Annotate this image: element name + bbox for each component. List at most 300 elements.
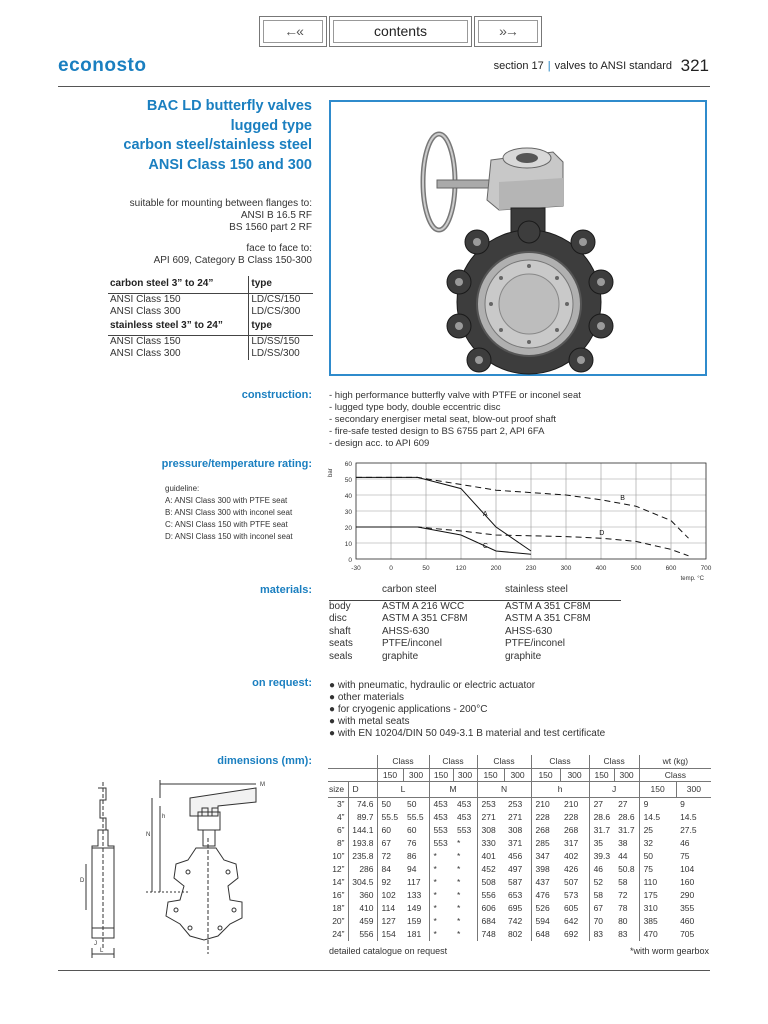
- table-cell: 695: [508, 902, 523, 913]
- table-cell: 290: [680, 889, 695, 900]
- title-line: ANSI Class 150 and 300: [148, 156, 312, 173]
- dimensions-label: dimensions (mm):: [217, 755, 312, 767]
- x-tick-label: 600: [665, 565, 677, 572]
- x-tick-label: -30: [351, 565, 361, 572]
- table-cell: 10”: [332, 850, 345, 861]
- x-tick-label: 50: [422, 565, 430, 572]
- product-image-frame: [329, 100, 707, 376]
- table-header: Class: [589, 755, 639, 768]
- table-cell: 193.8: [348, 837, 377, 850]
- table-cell: 12”: [332, 863, 345, 874]
- table-cell: ASTM A 216 WCC: [382, 600, 465, 612]
- table-cell: 18”: [332, 902, 345, 913]
- guideline-line: guideline:: [165, 484, 200, 493]
- table-cell: *: [457, 876, 461, 887]
- table-cell: 401: [477, 850, 504, 863]
- table-cell: 742: [508, 915, 523, 926]
- brand-logo: econosto: [58, 55, 147, 76]
- list-item: - fire-safe tested design to BS 6755 part 2, API 6FA: [329, 426, 545, 437]
- table-row: [328, 850, 711, 863]
- table-cell: 27: [618, 799, 628, 809]
- table-header: type: [249, 276, 313, 294]
- table-cell: 14”: [332, 876, 345, 887]
- table-cell: *: [457, 837, 461, 848]
- info-line: face to face to:: [246, 243, 312, 254]
- section-info: [494, 60, 672, 72]
- table-cell: 84: [377, 863, 403, 876]
- table-cell: 453: [457, 799, 472, 809]
- table-cell: LD/SS/300: [251, 348, 300, 359]
- x-tick-label: 230: [525, 565, 537, 572]
- table-cell: 402: [564, 850, 579, 861]
- table-cell: LD/SS/150: [251, 336, 300, 347]
- table-cell: 8”: [336, 837, 345, 848]
- list-item: ● for cryogenic applications - 200°C: [329, 704, 488, 715]
- dimension-label-h: h: [162, 814, 166, 820]
- dimension-label-j: J: [94, 941, 97, 947]
- section-title: valves to ANSI standard: [554, 60, 672, 72]
- table-cell: 160: [680, 876, 695, 887]
- table-cell: 46: [589, 863, 614, 876]
- table-cell: 60: [377, 824, 403, 837]
- table-cell: 476: [531, 889, 560, 902]
- table-header: 300: [614, 768, 639, 782]
- table-cell: 14.5: [639, 811, 676, 824]
- table-header: carbon steel 3” to 24”: [108, 276, 249, 294]
- table-cell: 86: [407, 850, 417, 861]
- table-cell: 268: [564, 824, 579, 835]
- table-cell: PTFE/inconel: [382, 638, 443, 649]
- worm-gearbox-note: *with worm gearbox: [629, 946, 709, 956]
- table-cell: 692: [564, 928, 579, 939]
- table-cell: 58: [589, 889, 614, 902]
- table-header: M: [429, 782, 477, 798]
- x-tick-label: 120: [455, 565, 467, 572]
- list-item: ● with EN 10204/DIN 50 049-3.1 B material and test certificate: [329, 728, 606, 739]
- type-table: [108, 276, 313, 360]
- table-header: 300: [504, 768, 531, 782]
- table-header: h: [531, 782, 589, 798]
- table-cell: 553: [457, 824, 472, 835]
- next-page-button[interactable]: [474, 16, 542, 47]
- table-cell: 46: [680, 837, 690, 848]
- series-label: B: [620, 494, 625, 502]
- table-cell: 102: [377, 889, 403, 902]
- table-cell: 39.3: [589, 850, 614, 863]
- table-cell: 330: [477, 837, 504, 850]
- table-cell: 159: [407, 915, 422, 926]
- table-cell: 76: [407, 837, 417, 848]
- table-cell: 127: [377, 915, 403, 928]
- forward-arrow-icon: »→: [499, 23, 517, 39]
- table-cell: 75: [680, 850, 690, 861]
- info-line: API 609, Category B Class 150-300: [153, 255, 312, 266]
- table-header: 150: [477, 768, 504, 782]
- table-header: wt (kg): [639, 755, 711, 768]
- table-cell: 437: [531, 876, 560, 889]
- page-number: 321: [680, 56, 709, 75]
- table-cell: *: [457, 863, 461, 874]
- title-line: carbon steel/stainless steel: [123, 137, 312, 153]
- table-cell: *: [429, 889, 453, 902]
- rating-label: pressure/temperature rating:: [161, 458, 312, 470]
- table-cell: 606: [477, 902, 504, 915]
- table-row: [328, 915, 711, 928]
- table-cell: 83: [589, 928, 614, 941]
- table-cell: 360: [348, 889, 377, 902]
- table-cell: 133: [407, 889, 422, 900]
- list-item: - secondary energiser metal seat, blow-out proof shaft: [329, 414, 557, 425]
- table-header: carbon steel: [382, 584, 505, 600]
- table-cell: 460: [680, 915, 695, 926]
- x-tick-label: 200: [490, 565, 502, 572]
- table-cell: 55.5: [377, 811, 403, 824]
- table-header: 300: [453, 768, 477, 782]
- table-header: D: [348, 782, 377, 798]
- dimension-label-l: L: [100, 948, 104, 954]
- table-cell: 385: [639, 915, 676, 928]
- list-item: ● with metal seats: [329, 716, 410, 727]
- dimension-label-m: M: [260, 782, 265, 788]
- table-header: Class: [429, 755, 477, 768]
- table-header: 150: [377, 768, 403, 782]
- table-header: 300: [676, 782, 711, 798]
- table-cell: 70: [589, 915, 614, 928]
- table-cell: 587: [508, 876, 523, 887]
- table-cell: 9: [639, 798, 676, 811]
- table-cell: 52: [589, 876, 614, 889]
- table-cell: 355: [680, 902, 695, 913]
- table-cell: 117: [407, 876, 421, 887]
- table-cell: 371: [508, 837, 523, 848]
- table-header: Class: [639, 768, 711, 782]
- header-divider: [58, 86, 710, 87]
- table-cell: ASTM A 351 CF8M: [505, 613, 591, 624]
- guideline-line: D: ANSI Class 150 with inconel seat: [165, 532, 293, 541]
- section-number: section 17: [493, 60, 544, 72]
- table-cell: 144.1: [348, 824, 377, 837]
- table-cell: *: [429, 876, 453, 889]
- table-cell: 253: [477, 798, 504, 811]
- table-cell: 456: [508, 850, 523, 861]
- table-cell: 75: [639, 863, 676, 876]
- table-cell: 556: [477, 889, 504, 902]
- y-tick-label: 0: [348, 557, 352, 564]
- guideline-line: A: ANSI Class 300 with PTFE seat: [165, 496, 288, 505]
- table-header: 150: [429, 768, 453, 782]
- materials-table: [329, 584, 621, 663]
- previous-page-button[interactable]: [259, 16, 327, 47]
- page-title: [123, 97, 312, 175]
- table-cell: 114: [377, 902, 403, 915]
- table-header: type: [249, 318, 313, 336]
- table-cell: 308: [508, 824, 523, 835]
- table-cell: 31.7: [589, 824, 614, 837]
- table-cell: 181: [407, 928, 422, 939]
- series-label: D: [599, 530, 605, 537]
- table-cell: 72: [377, 850, 403, 863]
- table-cell: 310: [639, 902, 676, 915]
- table-cell: 748: [477, 928, 504, 941]
- y-tick-label: 10: [344, 541, 352, 548]
- table-row: [328, 863, 711, 876]
- table-cell: ANSI Class 150: [108, 294, 249, 307]
- table-cell: 398: [531, 863, 560, 876]
- table-cell: 802: [508, 928, 523, 939]
- x-tick-label: 500: [630, 565, 642, 572]
- table-header: J: [589, 782, 639, 798]
- table-header: Class: [477, 755, 531, 768]
- table-cell: 50: [639, 850, 676, 863]
- table-cell: 605: [564, 902, 579, 913]
- table-header: 300: [403, 768, 429, 782]
- table-row: [328, 902, 711, 915]
- table-header: 150: [639, 782, 676, 798]
- guideline-line: C: ANSI Class 150 with PTFE seat: [165, 520, 288, 529]
- table-cell: 92: [377, 876, 403, 889]
- table-header: N: [477, 782, 531, 798]
- info-line: BS 1560 part 2 RF: [229, 222, 312, 233]
- table-cell: 104: [680, 863, 695, 874]
- construction-list: [329, 390, 581, 450]
- table-cell: 74.6: [348, 798, 377, 811]
- pressure-temperature-chart: [320, 458, 712, 586]
- y-axis-label: bar: [328, 468, 334, 477]
- table-header: 300: [560, 768, 589, 782]
- table-cell: 38: [618, 837, 628, 848]
- table-cell: 83: [618, 928, 628, 939]
- x-axis-label: temp. °C: [680, 576, 704, 582]
- table-cell: 16”: [332, 889, 345, 900]
- table-cell: ANSI Class 150: [108, 336, 249, 349]
- table-cell: 3”: [336, 799, 345, 809]
- table-cell: *: [457, 915, 461, 926]
- table-cell: 228: [564, 811, 579, 822]
- table-cell: 28.6: [589, 811, 614, 824]
- table-cell: 684: [477, 915, 504, 928]
- table-cell: *: [457, 850, 461, 861]
- x-tick-label: 300: [560, 565, 572, 572]
- on-request-list: [329, 680, 605, 740]
- table-header: 150: [531, 768, 560, 782]
- list-item: ● with pneumatic, hydraulic or electric actuator: [329, 680, 536, 691]
- table-row: [328, 824, 711, 837]
- table-row: [328, 876, 711, 889]
- table-cell: 24”: [332, 928, 345, 939]
- table-cell: 110: [639, 876, 676, 889]
- dimensions-table: [328, 755, 711, 941]
- x-tick-label: 700: [700, 565, 712, 572]
- table-cell: 89.7: [348, 811, 377, 824]
- table-cell: 9: [680, 799, 685, 809]
- title-line: lugged type: [230, 117, 312, 134]
- list-item: - design acc. to API 609: [329, 438, 430, 449]
- series-line-d: [356, 527, 689, 556]
- table-row: [328, 837, 711, 850]
- table-cell: ASTM A 351 CF8M: [382, 613, 468, 624]
- table-header: L: [377, 782, 429, 798]
- guideline-line: B: ANSI Class 300 with inconel seat: [165, 508, 293, 517]
- table-cell: 459: [348, 915, 377, 928]
- valve-dimension-drawing: [80, 778, 265, 960]
- table-cell: 14.5: [680, 811, 697, 822]
- table-cell: *: [429, 902, 453, 915]
- table-cell: 653: [508, 889, 523, 900]
- table-cell: 67: [377, 837, 403, 850]
- table-cell: 470: [639, 928, 676, 941]
- table-cell: 27.5: [680, 824, 697, 835]
- table-cell: 6”: [336, 824, 345, 835]
- table-cell: 94: [407, 863, 417, 874]
- table-cell: 4”: [336, 811, 345, 822]
- table-cell: 271: [508, 811, 523, 822]
- footer-divider: [58, 970, 710, 971]
- table-row: [328, 811, 711, 824]
- y-tick-label: 20: [344, 525, 352, 532]
- table-cell: ANSI Class 300: [108, 348, 249, 360]
- table-header: Class: [531, 755, 589, 768]
- table-cell: 210: [531, 798, 560, 811]
- table-cell: 50: [377, 798, 403, 811]
- table-cell: ASTM A 351 CF8M: [505, 600, 591, 612]
- table-cell: 453: [429, 798, 453, 811]
- table-header: stainless steel: [505, 584, 621, 600]
- table-header: size: [328, 782, 348, 798]
- table-cell: 32: [639, 837, 676, 850]
- table-cell: *: [429, 863, 453, 876]
- table-cell: disc: [329, 613, 347, 624]
- x-tick-label: 400: [595, 565, 607, 572]
- table-cell: 60: [407, 824, 417, 835]
- table-header: stainless steel 3” to 24”: [108, 318, 249, 336]
- table-cell: body: [329, 600, 351, 612]
- table-cell: 410: [348, 902, 377, 915]
- table-cell: 453: [429, 811, 453, 824]
- table-cell: 526: [531, 902, 560, 915]
- table-cell: 149: [407, 902, 422, 913]
- table-cell: LD/CS/300: [251, 306, 301, 317]
- table-cell: 25: [639, 824, 676, 837]
- table-cell: 286: [348, 863, 377, 876]
- table-cell: 594: [531, 915, 560, 928]
- table-cell: ANSI Class 300: [108, 306, 249, 318]
- table-cell: 308: [477, 824, 504, 837]
- table-cell: shaft: [329, 625, 351, 637]
- table-cell: 28.6: [618, 811, 635, 822]
- table-header: 150: [589, 768, 614, 782]
- table-cell: 553: [429, 837, 453, 850]
- table-cell: 304.5: [348, 876, 377, 889]
- y-tick-label: 40: [344, 493, 352, 500]
- table-cell: 573: [564, 889, 579, 900]
- table-cell: 44: [618, 850, 628, 861]
- table-cell: 507: [564, 876, 579, 887]
- table-cell: 285: [531, 837, 560, 850]
- table-cell: 228: [531, 811, 560, 824]
- table-cell: seats: [329, 638, 353, 649]
- dimension-label-n: N: [146, 832, 151, 838]
- table-cell: LD/CS/150: [251, 294, 301, 305]
- section-separator: |: [547, 60, 551, 72]
- series-label: A: [482, 510, 488, 518]
- series-line-c: [356, 527, 531, 554]
- table-cell: 497: [508, 863, 523, 874]
- table-cell: 31.7: [618, 824, 635, 835]
- y-tick-label: 50: [344, 477, 352, 484]
- table-cell: 20”: [332, 915, 345, 926]
- list-item: - high performance butterfly valve with PTFE or inconel seat: [329, 390, 581, 401]
- table-cell: *: [429, 928, 453, 941]
- table-cell: 50: [407, 799, 417, 809]
- table-row: [328, 798, 711, 811]
- table-header: [329, 584, 382, 600]
- series-label: C: [482, 542, 488, 550]
- table-cell: 175: [639, 889, 676, 902]
- table-cell: 27: [589, 798, 614, 811]
- table-cell: *: [457, 889, 461, 900]
- y-tick-label: 60: [344, 461, 352, 468]
- table-cell: 553: [429, 824, 453, 837]
- table-cell: AHSS-630: [382, 625, 430, 637]
- dimension-label-d: D: [80, 878, 85, 884]
- mounting-info: [130, 198, 312, 267]
- table-cell: 210: [564, 799, 579, 809]
- contents-button[interactable]: contents: [329, 16, 472, 47]
- table-cell: graphite: [505, 650, 542, 662]
- table-cell: 426: [564, 863, 579, 874]
- table-cell: PTFE/inconel: [505, 638, 566, 649]
- table-cell: *: [457, 902, 461, 913]
- table-cell: 80: [618, 915, 628, 926]
- back-arrow-icon: ←«: [284, 23, 302, 39]
- materials-label: materials:: [260, 584, 312, 596]
- construction-label: construction:: [241, 389, 312, 401]
- table-cell: 67: [589, 902, 614, 915]
- table-cell: 253: [508, 799, 523, 809]
- table-cell: 452: [477, 863, 504, 876]
- catalogue-note: detailed catalogue on request: [329, 946, 448, 956]
- table-cell: seals: [329, 650, 353, 662]
- list-item: - lugged type body, double eccentric disc: [329, 402, 501, 413]
- table-cell: 58: [618, 876, 628, 887]
- guideline: [165, 483, 293, 543]
- table-cell: graphite: [382, 650, 419, 662]
- table-row: [328, 889, 711, 902]
- info-line: suitable for mounting between flanges to:: [129, 198, 312, 209]
- table-cell: 154: [377, 928, 403, 941]
- table-cell: 50.8: [618, 863, 635, 874]
- table-cell: 508: [477, 876, 504, 889]
- table-cell: *: [429, 915, 453, 928]
- table-row: [328, 928, 711, 941]
- table-cell: 705: [680, 928, 695, 939]
- table-cell: 317: [564, 837, 579, 848]
- series-line-b: [356, 477, 689, 538]
- x-tick-label: 0: [389, 565, 393, 572]
- table-cell: 72: [618, 889, 628, 900]
- series-line-a: [356, 477, 531, 551]
- butterfly-valve-image: [331, 102, 705, 374]
- table-cell: *: [457, 928, 461, 939]
- table-cell: 347: [531, 850, 560, 863]
- table-cell: 453: [457, 811, 472, 822]
- table-cell: 55.5: [407, 811, 424, 822]
- title-line: BAC LD butterfly valves: [146, 98, 312, 114]
- table-header: Class: [377, 755, 429, 768]
- list-item: ● other materials: [329, 692, 404, 703]
- table-cell: *: [429, 850, 453, 863]
- table-cell: 78: [618, 902, 628, 913]
